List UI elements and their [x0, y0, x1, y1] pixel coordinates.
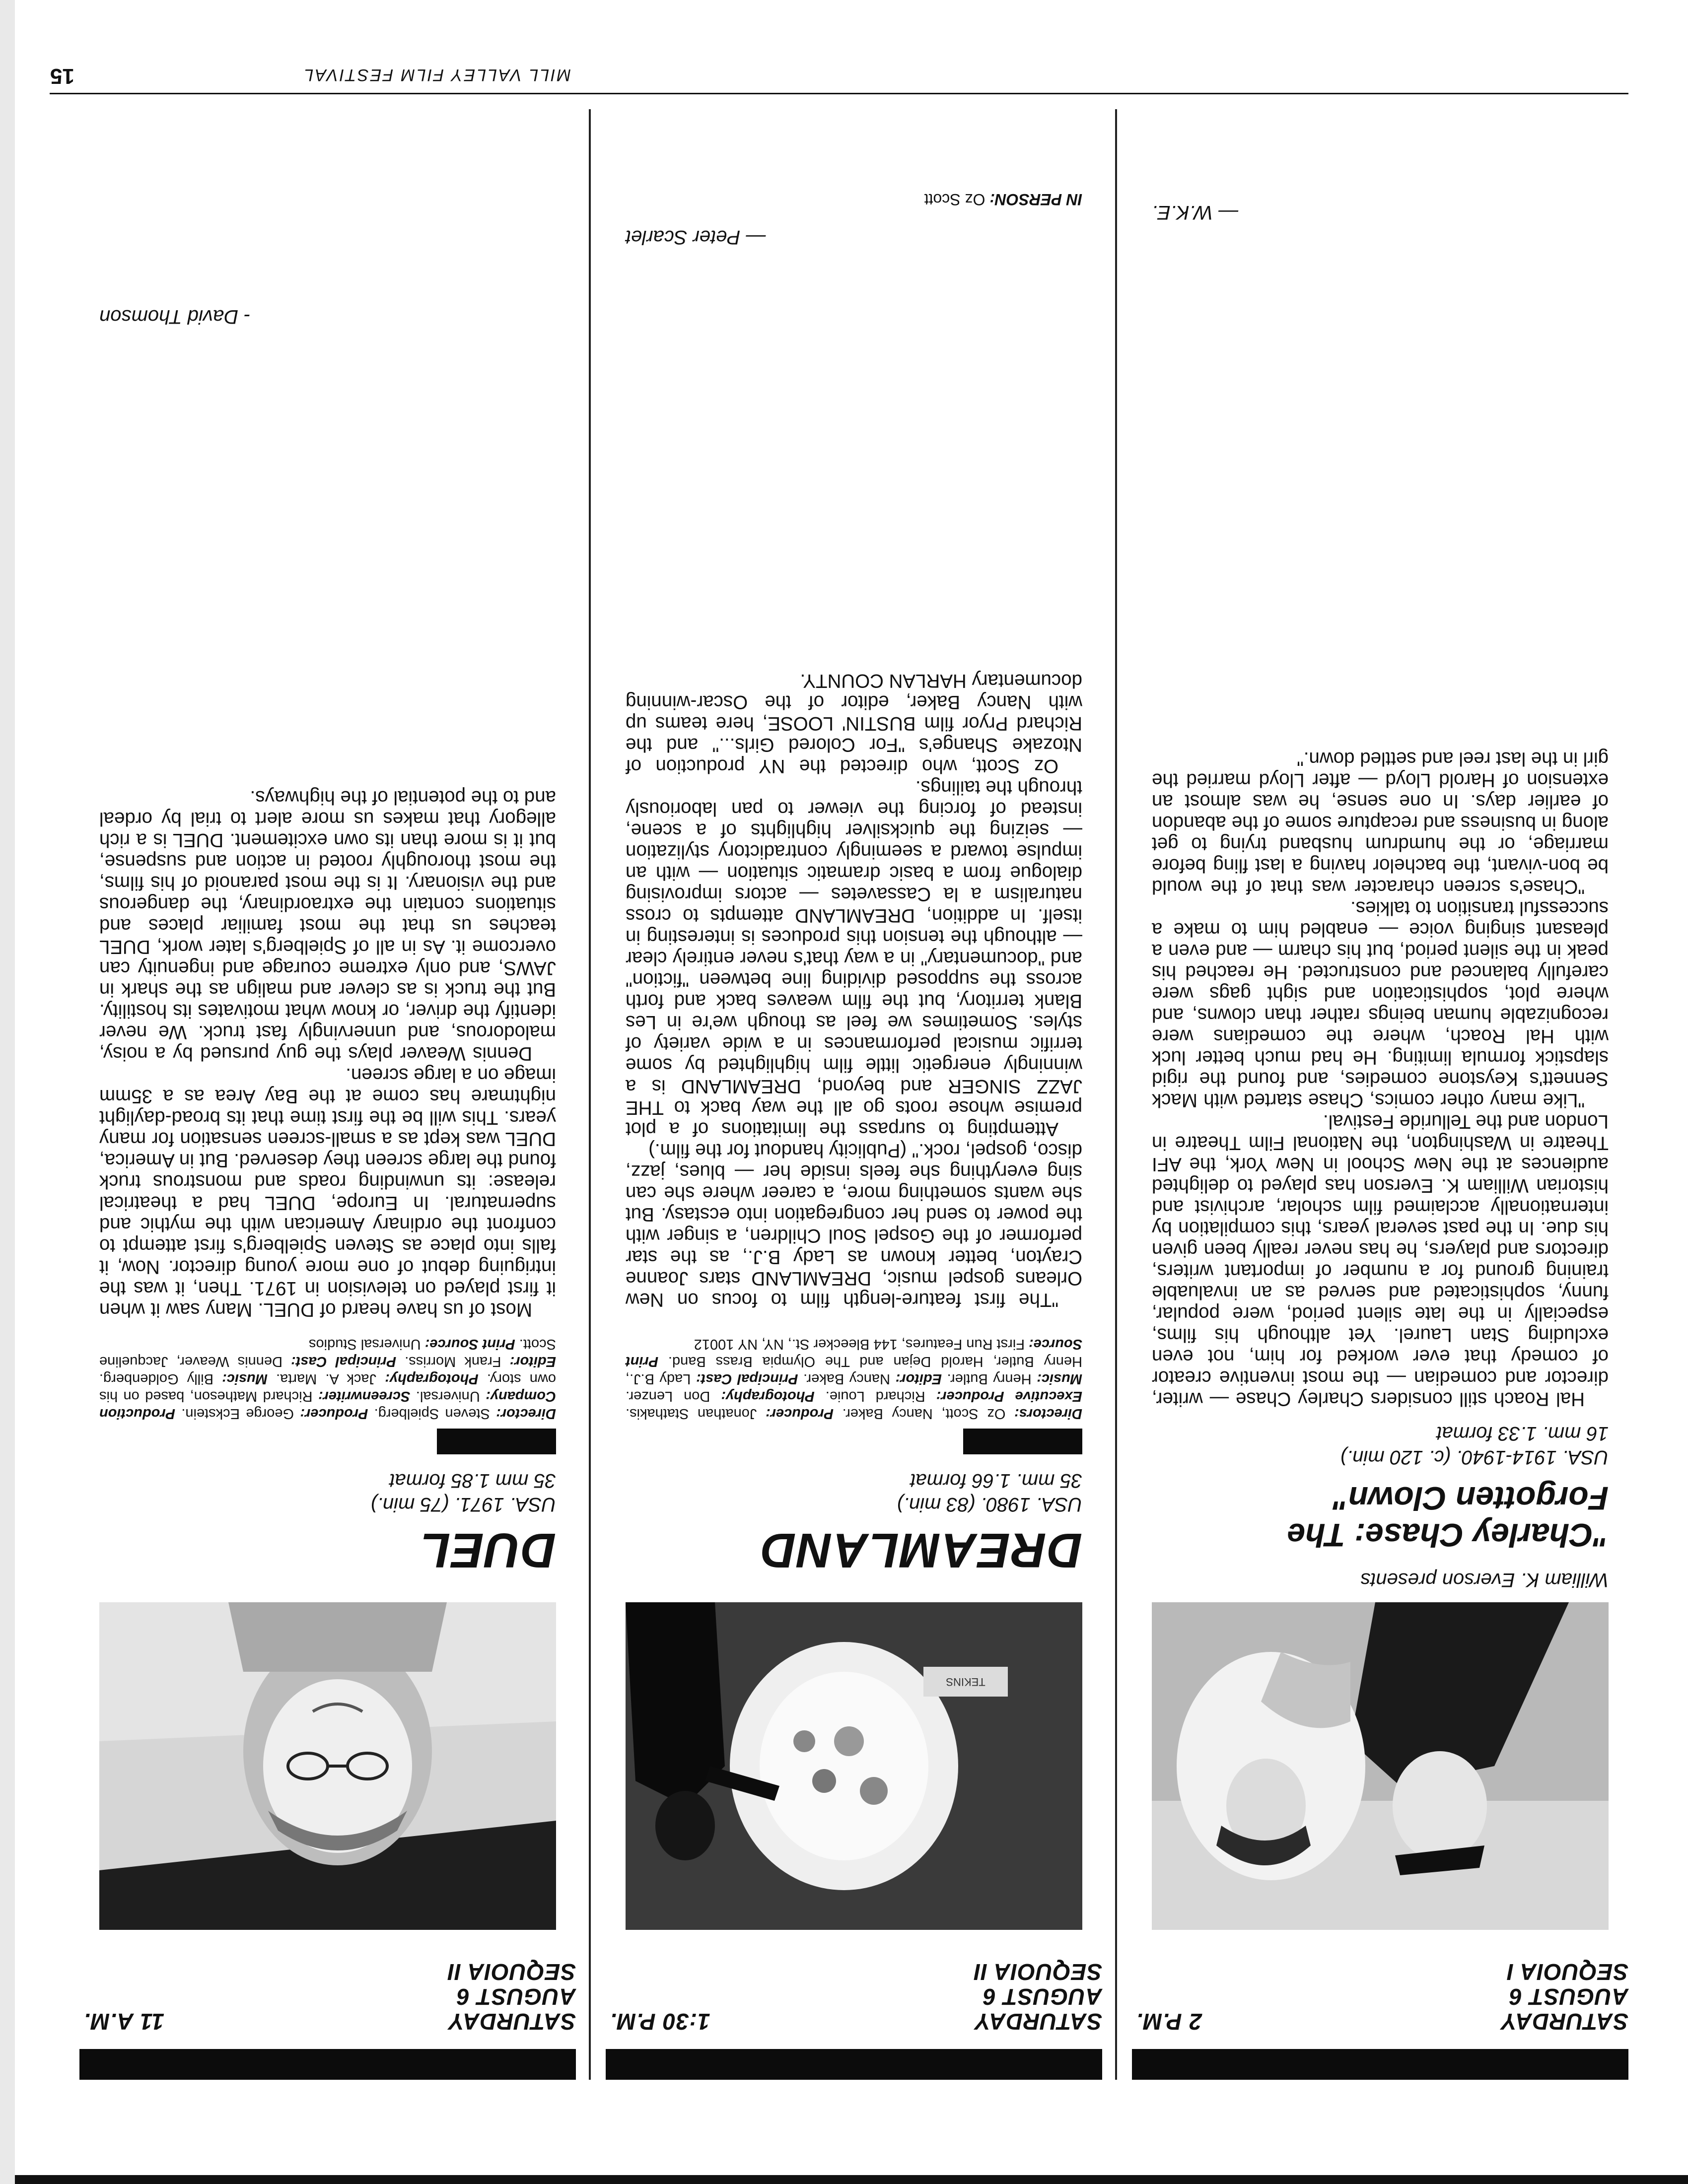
body-paragraph: Attempting to surpass the limitations of a plot premise whose roots go all the way back to THE JAZZ SINGER and beyond, DREAMLAND is a winningly energetic little film highlighted by some terrific musical performances in a wide variety of styles. Sometimes we feel as though we're in Les Blank territory, but the film weaves back and forth across the supposed dividing line between "fiction" and "documentary" in a way that's never entirely clear — although the tension this produces is interesting in itself. In addition, DREAMLAND attempts to cross naturalism a la Cassavetes — actors improvising dialogue from a basic dramatic situation — with an impulse toward a seemingly contradictory stylization — seizing the quicksilver highlights of a scene, instead of forcing the viewer to pan laboriously through the tailings.	[626, 777, 1082, 1140]
credit-value: First Run Features, 144 Bleecker St., NY, NY 10012	[694, 1336, 1029, 1352]
credit-value: Jack A. Marta.	[267, 1371, 385, 1387]
photo-sign-text: TEKINS	[946, 1676, 985, 1688]
film-meta-format: 35 mm. 1.66 format	[910, 1470, 1082, 1492]
credit-role: Photography:	[385, 1371, 479, 1387]
credit-value: Universal.	[410, 1388, 486, 1404]
film-description	[626, 670, 1082, 1310]
schedule-date: AUGUST 6	[456, 1984, 576, 2010]
credit-value: Richard Louie.	[814, 1388, 936, 1404]
film-meta	[371, 1469, 557, 1516]
film-still-photo	[99, 1602, 556, 1930]
credit-role: Editor:	[509, 1354, 556, 1369]
credit-value: Richard Matheson, based on his own story.	[99, 1371, 556, 1404]
schedule-date: AUGUST 6	[983, 1984, 1102, 2010]
film-meta-format: 35 mm 1.85 format	[389, 1470, 556, 1492]
film-meta	[1340, 1422, 1609, 1469]
schedule-day: SATURDAY	[1501, 2009, 1628, 2035]
credit-role: Production Company:	[99, 1388, 556, 1422]
credit-role: Producer:	[300, 1406, 368, 1422]
top-edge-bar	[0, 2175, 1688, 2184]
page-number: 15	[50, 64, 74, 88]
credit-role: Print Source:	[626, 1336, 1082, 1369]
credit-role: Principal Cast:	[291, 1354, 397, 1369]
body-paragraph: Dennis Weaver plays the guy pursued by a noisy, malodorous, and unnervingly fast truck. We never identify the driver, or know what motivates its hostility. But the truck is as clever and malign as the shark in JAWS, and only extreme courage and ingenuity can overcome it. As in all of Spielberg's later work, DUEL teaches us that the most familiar places and situations contain the extraordinary, the dangerous and the visionary. It is the most paranoid of his films, the most thoroughly rooted in action and suspense, but it is more than its own excitement. DUEL is a rich allegory that makes us more alert to trial by ordeal and to the potential of the highways.	[99, 787, 556, 1064]
film-meta-origin: USA. 1980. (83 min.)	[897, 1494, 1082, 1515]
footer-rule	[50, 93, 1628, 94]
schedule-day: SATURDAY	[975, 2009, 1102, 2035]
credit-value: Jonathan Stathakis.	[626, 1406, 766, 1422]
credits-marker-bar	[437, 1429, 556, 1454]
film-description	[1152, 748, 1609, 1410]
film-credits	[99, 1335, 556, 1422]
credit-role: Producer:	[766, 1406, 834, 1422]
schedule-day: SATURDAY	[448, 2009, 576, 2035]
film-description	[99, 787, 556, 1320]
photo-dreamland	[626, 1602, 1082, 1930]
credit-value: Universal Studios	[308, 1336, 425, 1352]
schedule-block	[79, 1960, 576, 2034]
film-meta-origin: USA. 1971. (75 min.)	[370, 1494, 556, 1515]
body-paragraph: Oz Scott, who directed the NY production of Ntozake Shange's "For Colored Girls..." and the Richard Pryor film BUSTIN' LOOSE, here teams up with Nancy Baker, editor of the Oscar-winning documentary HARLAN COUNTY.	[626, 670, 1082, 777]
credit-value: Dennis Weaver, Jacqueline Scott.	[99, 1336, 556, 1369]
credit-value: Frank Morriss.	[396, 1354, 510, 1369]
credit-value: Don Lenzer.	[626, 1388, 721, 1404]
review-signature: — Peter Scarlet	[626, 226, 766, 248]
credit-value: Billy Goldenberg.	[99, 1371, 222, 1387]
credit-value: Oz Scott, Nancy Baker.	[834, 1406, 1014, 1422]
credit-value: Henry Butler.	[941, 1371, 1037, 1387]
credits-marker-bar	[963, 1429, 1082, 1454]
review-signature: — W.K.E.	[1152, 202, 1239, 223]
schedule-date: AUGUST 6	[1509, 1984, 1628, 2010]
schedule-time: 11 A.M.	[83, 2009, 164, 2035]
schedule-time: 2 P.M.	[1136, 2009, 1202, 2035]
film-meta-format: 16 mm. 1.33 format	[1436, 1423, 1609, 1444]
in-person-label: IN PERSON:	[989, 191, 1082, 208]
credit-role: Music:	[222, 1371, 268, 1387]
in-person-guest: Oz Scott	[924, 191, 990, 208]
credit-role: Photography:	[721, 1388, 815, 1404]
film-still-photo	[626, 1602, 1082, 1930]
screening-column-dreamland	[606, 109, 1102, 2080]
credit-role: Print Source:	[424, 1336, 515, 1352]
body-paragraph: Most of us have heard of DUEL. Many saw it when it first played on television in 1971. Then, it was the intriguing debut of one more young director. Now, it falls into place as Steven Spielberg's first attempt to confront the ordinary American with the mythic and supernatural. In Europe, DUEL had a theatrical release: its unwinding roads and monstrous truck found the large screen they deserved. But in America, DUEL was kept as a small-screen sensation for many years. This will be the first time that its broad-daylight nightmare has come at the Bay Area as a 35mm image on a large screen.	[99, 1064, 556, 1320]
screening-column-charley-chase	[1132, 109, 1628, 2080]
column-rule	[1115, 109, 1117, 2080]
scan-edge	[0, 0, 15, 2184]
column-rule	[589, 109, 591, 2080]
running-footer-title: MILL VALLEY FILM FESTIVAL	[302, 66, 571, 84]
film-title: DREAMLAND	[760, 1523, 1082, 1578]
credit-role: Executive Producer:	[936, 1388, 1082, 1404]
schedule-time: 1:30 P.M.	[610, 2009, 710, 2035]
credit-role: Music:	[1037, 1371, 1082, 1387]
column-header-bar	[606, 2049, 1102, 2080]
schedule-block	[1132, 1960, 1628, 2034]
credit-value: Steven Spielberg.	[368, 1406, 496, 1422]
film-title: DUEL	[420, 1523, 556, 1578]
in-person-line	[924, 190, 1082, 208]
schedule-venue: SEQUOIA II	[974, 1959, 1102, 1985]
column-header-bar	[1132, 2049, 1628, 2080]
photo-charley-chase	[1152, 1602, 1609, 1930]
review-signature: - David Thomson	[99, 306, 251, 328]
film-title: "Charley Chase: The Forgotten Clown"	[1287, 1480, 1609, 1554]
body-paragraph: Hal Roach still considers Charley Chase — writer, director and comedian — the most inventive creator of comedy that ever worked for him, not even excluding Stan Laurel. Yet although his films, especially in the late silent period, were popular, funny, sophisticated and served as an invaluable training ground for a number of important writers, directors and players, he has never really been given his due. In the past several years, this compilation by internationally acclaimed film scholar, archivist and historian William K. Everson has played to delighted audiences at the New School in New York, the AFI Theatre in Washington, the National Film Theatre in London and the Telluride Festival.	[1152, 1111, 1609, 1410]
schedule-venue: SEQUOIA II	[447, 1959, 576, 1985]
body-paragraph: "Like many other comics, Chase started with Mack Sennett's Keystone comedies, and found the rigid slapstick formula limiting. He had much better luck with Hal Roach, where the comedians were recognizable human beings rather than clowns, and where plot, sophistication and sight gags were carefully balanced and constructed. He reached his peak in the silent period, but his charm — and even a pleasant singing voice — enabled him to make a successful transition to talkies.	[1152, 897, 1609, 1111]
photo-duel	[99, 1602, 556, 1930]
schedule-venue: SEQUOIA I	[1507, 1959, 1628, 1985]
column-header-bar	[79, 2049, 576, 2080]
screening-column-duel	[79, 109, 576, 2080]
credit-value: Lady B.J., Henry Butler, Harold Dejan and The Olympia Brass Band.	[625, 1354, 1082, 1387]
credit-role: Screenwriter:	[318, 1388, 411, 1404]
presenter-line: William K. Everson presents	[1360, 1569, 1609, 1591]
body-paragraph: "The first feature-length film to focus on New Orleans gospel music, DREAMLAND stars Joanne Crayton, better known as Lady B.J., as the star performer of the Gospel Soul Children, a singer with the power to send her congregation into ecstasy. But she wants something more, a career where she can sing everything she feels inside her — blues, jazz, disco, gospel, rock." (Publicity handout for the film.)	[626, 1140, 1082, 1310]
body-paragraph: "Chase's screen character was that of the would be bon-vivant, the bachelor having a last fling before marriage, or the humdrum husband trying to get along in business and recapture some of the abandon of earlier days. In one sense, he was almost an extension of Harold Lloyd — after Lloyd married the girl in the last reel and settled down."	[1152, 748, 1609, 897]
credit-role: Principal Cast:	[696, 1371, 798, 1387]
credit-role: Editor:	[895, 1371, 942, 1387]
film-credits	[626, 1335, 1082, 1422]
film-meta-origin: USA. 1914-1940. (c. 120 min.)	[1340, 1446, 1609, 1468]
credit-value: George Eckstein.	[175, 1406, 300, 1422]
schedule-block	[606, 1960, 1102, 2034]
film-still-photo	[1152, 1602, 1609, 1930]
film-meta	[897, 1469, 1083, 1516]
credit-role: Director:	[496, 1406, 556, 1422]
credit-role: Directors:	[1014, 1406, 1082, 1422]
credit-value: Nancy Baker.	[798, 1371, 896, 1387]
